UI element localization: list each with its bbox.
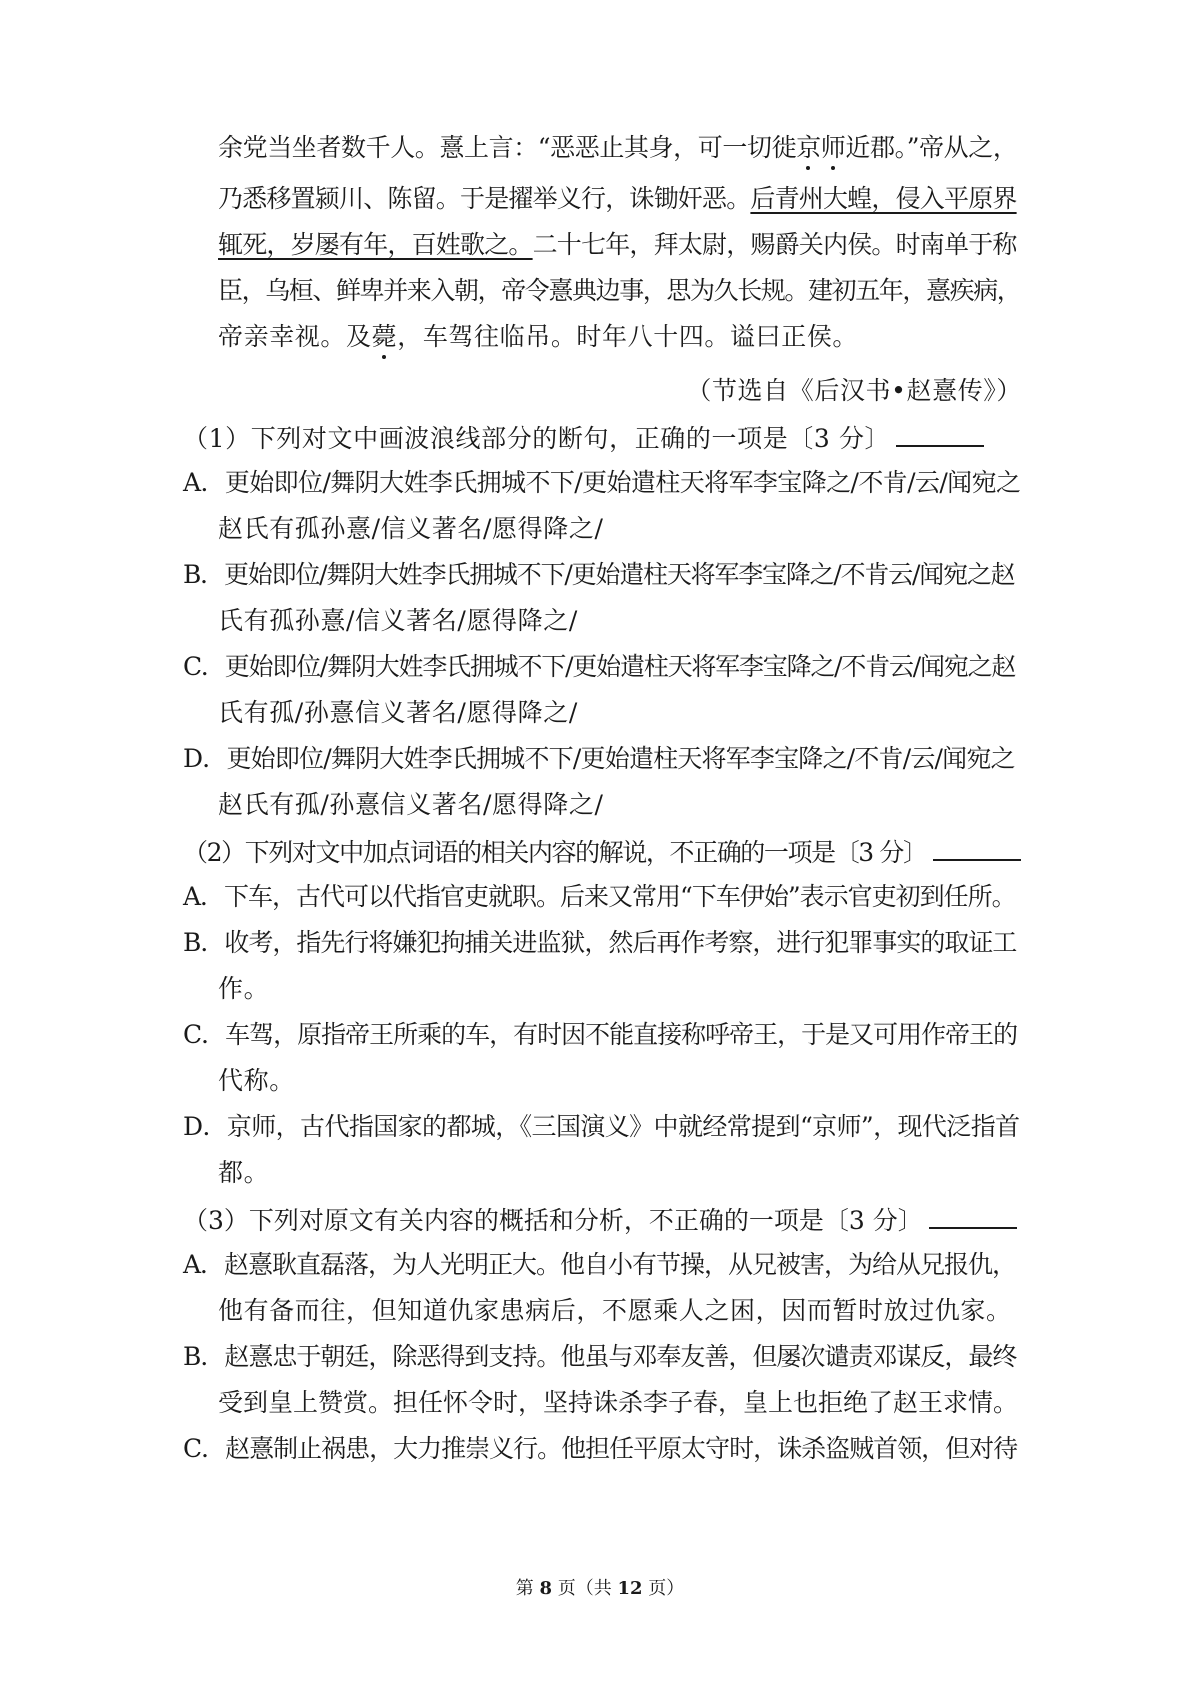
footer-text: 第 <box>515 1578 540 1599</box>
answer-blank[interactable] <box>933 835 1021 861</box>
question-3-option-c: C．赵憙制止祸患，大力推崇义行。他担任平原太守时，诛杀盗贼首领，但对待 <box>183 1434 1018 1463</box>
passage-text: 帝亲幸视。及 <box>218 322 372 351</box>
question-2-option-a: A．下车，古代可以代指官吏就职。后来又常用“下车伊始”表示官吏初到任所。 <box>183 882 1016 911</box>
page-number: 8 <box>539 1578 552 1599</box>
question-1-option-b-cont: 氏有孤孙憙/信义著名/愿得降之/ <box>218 606 578 635</box>
question-3-option-b: B．赵憙忠于朝廷，除恶得到支持。他虽与邓奉友善，但屡次谴责邓谋反，最终 <box>183 1342 1017 1371</box>
question-2-option-b-cont: 作。 <box>218 974 270 1003</box>
footer-text: 页（共 <box>552 1578 618 1599</box>
passage-source: （节选自《后汉书•赵憙传》） <box>686 376 1022 405</box>
question-1-option-c: C．更始即位/舞阴大姓李氏拥城不下/更始遣柱天将军李宝降之/不肯云/闻宛之赵 <box>183 652 1016 681</box>
question-1-option-c-cont: 氏有孤/孙憙信义著名/愿得降之/ <box>218 698 578 727</box>
page-total: 12 <box>617 1578 643 1599</box>
question-1-stem <box>183 421 984 455</box>
emphasis-dot-char: 师 <box>820 133 846 162</box>
passage-text: 乃悉移置颍川、陈留。于是擢举义行，诛锄奸恶。 <box>218 184 751 213</box>
question-text: （3）下列对原文有关内容的概括和分析，不正确的一项是〔3 分〕 <box>183 1206 923 1235</box>
answer-blank[interactable] <box>896 421 984 447</box>
question-1-option-a: A．更始即位/舞阴大姓李氏拥城不下/更始遣柱天将军李宝降之/不肯/云/闻宛之 <box>183 468 1021 497</box>
question-3-stem <box>183 1203 1017 1237</box>
question-3-option-a-cont: 他有备而往，但知道仇家患病后，不愿乘人之困，因而暂时放过仇家。 <box>218 1296 1012 1325</box>
question-text: （2）下列对文中加点词语的相关内容的解说，不正确的一项是〔3 分〕 <box>183 838 927 867</box>
underlined-sentence: 后青州大蝗，侵入平原界 <box>750 184 1017 213</box>
question-1-option-d-cont: 赵氏有孤/孙憙信义著名/愿得降之/ <box>218 790 604 819</box>
question-2-option-b: B．收考，指先行将嫌犯拘捕关进监狱，然后再作考察，进行犯罪事实的取证工 <box>183 928 1017 957</box>
passage-line-5 <box>218 321 858 353</box>
underlined-sentence: 辄死，岁屡有年，百姓歌之。 <box>218 230 533 259</box>
passage-text: 余党当坐者数千人。憙上言：“恶恶止其身，可一切徙 <box>218 133 797 162</box>
passage-line-1 <box>218 132 1018 164</box>
passage-line-4: 臣，乌桓、鲜卑并来入朝，帝令憙典边事，思为久长规。建初五年，憙疾病， <box>218 276 1021 305</box>
passage-text: 近郡。”帝从之， <box>845 133 1018 162</box>
passage-line-3 <box>218 229 1017 261</box>
page-footer <box>0 1574 1200 1600</box>
passage-text: 二十七年，拜太尉，赐爵关内侯。时南单于称 <box>532 230 1017 259</box>
question-text: （1）下列对文中画波浪线部分的断句，正确的一项是〔3 分〕 <box>183 424 891 453</box>
question-1-option-d: D．更始即位/舞阴大姓李氏拥城不下/更始遣柱天将军李宝降之/不肯/云/闻宛之 <box>183 744 1015 773</box>
question-3-option-b-cont: 受到皇上赞赏。担任怀令时，坚持诛杀李子春，皇上也拒绝了赵王求情。 <box>218 1388 1019 1417</box>
question-2-stem <box>183 835 1021 869</box>
footer-text: 页） <box>642 1578 685 1599</box>
answer-blank[interactable] <box>929 1203 1017 1229</box>
question-1-option-a-cont: 赵氏有孤孙憙/信义著名/愿得降之/ <box>218 514 604 543</box>
emphasis-dot-char: 薨 <box>371 322 398 351</box>
question-1-option-b: B．更始即位/舞阴大姓李氏拥城不下/更始遣柱天将军李宝降之/不肯云/闻宛之赵 <box>183 560 1015 589</box>
question-2-option-c: C．车驾，原指帝王所乘的车，有时因不能直接称呼帝王，于是又可用作帝王的 <box>183 1020 1018 1049</box>
question-3-option-a: A．赵憙耿直磊落，为人光明正大。他自小有节操，从兄被害，为给从兄报仇， <box>183 1250 1017 1279</box>
question-2-option-d-cont: 都。 <box>218 1158 270 1187</box>
question-2-option-c-cont: 代称。 <box>218 1066 295 1095</box>
question-2-option-d: D．京师，古代指国家的都城，《三国演义》中就经常提到“京师”，现代泛指首 <box>183 1112 1020 1141</box>
passage-line-2 <box>218 183 1017 215</box>
passage-text: ，车驾往临吊。时年八十四。谥曰正侯。 <box>397 322 859 351</box>
emphasis-dot-char: 京 <box>796 133 821 162</box>
